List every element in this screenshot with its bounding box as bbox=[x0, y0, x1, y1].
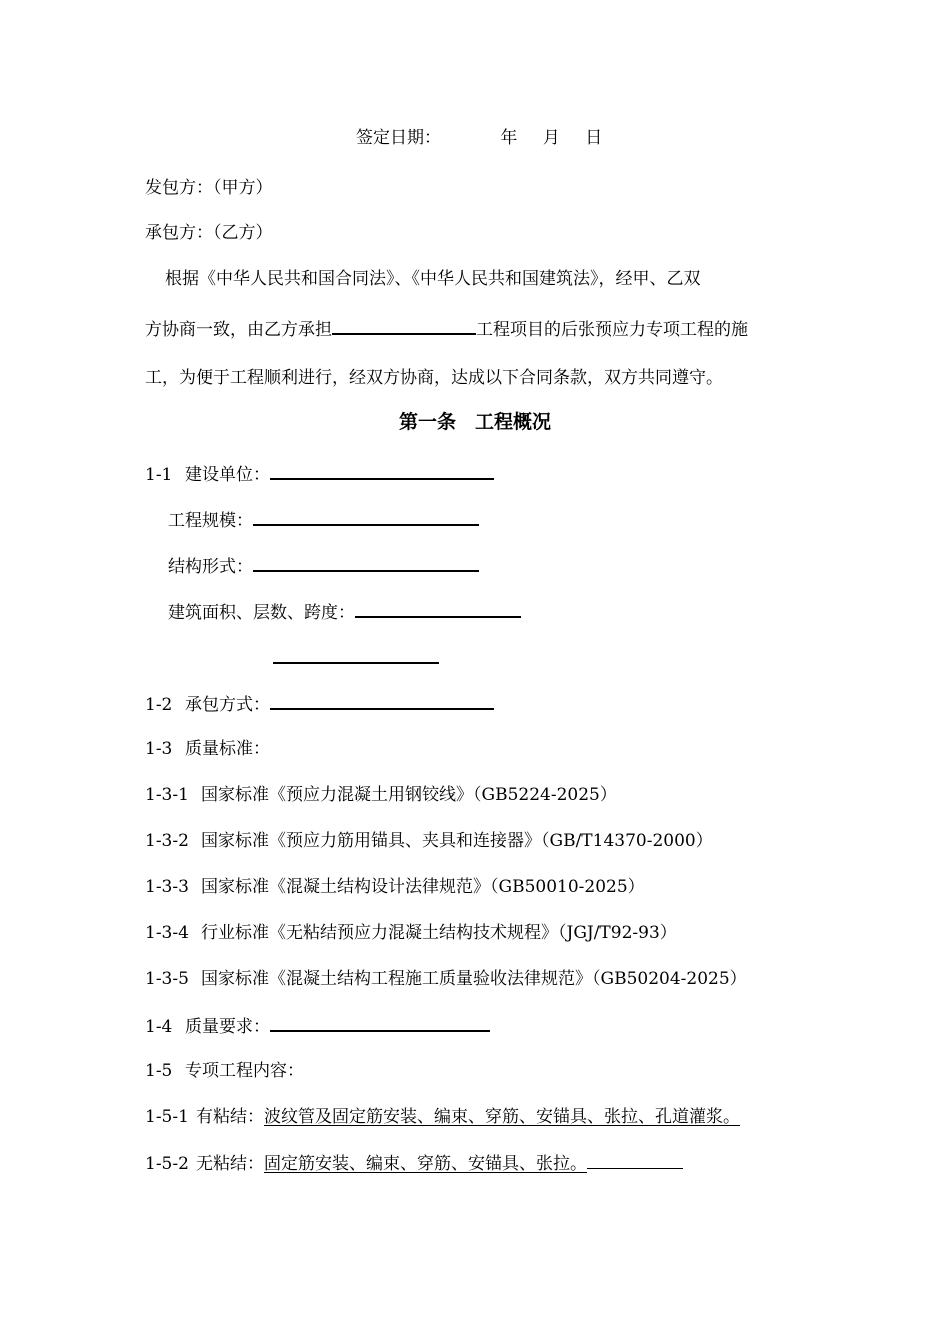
structure-line bbox=[168, 554, 479, 576]
scale-line bbox=[168, 508, 479, 530]
item-1-5 bbox=[145, 1060, 304, 1082]
area-continuation-line bbox=[273, 646, 439, 668]
intro-line-1: 根据《中华人民共和国合同法》、《中华人民共和国建筑法》，经甲、乙双 bbox=[165, 269, 701, 289]
item-1-5-2-blank[interactable] bbox=[587, 1152, 683, 1169]
standard-text: 国家标准《预应力筋用锚具、夹具和连接器》（GB/T14370-2000） bbox=[201, 831, 713, 851]
item-1-5-1-number: 1-5-1 bbox=[145, 1107, 189, 1127]
item-1-5-number: 1-5 bbox=[145, 1061, 173, 1081]
item-1-4-number: 1-4 bbox=[145, 1017, 173, 1037]
item-1-5-1-value: 波纹管及固定筋安装、编束、穿筋、安锚具、张拉、孔道灌浆。 bbox=[264, 1107, 740, 1127]
item-1-5-label: 专项工程内容： bbox=[185, 1061, 304, 1081]
item-1-1-number: 1-1 bbox=[145, 465, 173, 485]
quality-requirement-blank[interactable] bbox=[270, 1014, 490, 1032]
scale-label: 工程规模： bbox=[168, 511, 253, 531]
area-blank[interactable] bbox=[355, 600, 521, 618]
item-1-5-2-label: 无粘结： bbox=[196, 1154, 264, 1174]
structure-blank[interactable] bbox=[253, 554, 479, 572]
item-1-1 bbox=[145, 462, 494, 484]
standard-number: 1-3-4 bbox=[145, 923, 189, 943]
project-name-blank[interactable] bbox=[332, 317, 476, 335]
area-line bbox=[168, 600, 521, 622]
intro-line-2 bbox=[145, 317, 748, 339]
contract-mode-blank[interactable] bbox=[270, 692, 494, 710]
intro-line-2-pre: 方协商一致，由乙方承担 bbox=[145, 320, 332, 340]
item-1-5-2-value: 固定筋安装、编束、穿筋、安锚具、张拉。 bbox=[264, 1154, 587, 1174]
item-1-3 bbox=[145, 738, 270, 760]
item-1-5-1-label: 有粘结： bbox=[196, 1107, 264, 1127]
item-1-5-2-number: 1-5-2 bbox=[145, 1154, 189, 1174]
construction-unit-blank[interactable] bbox=[270, 462, 494, 480]
standard-1-3-5 bbox=[145, 968, 747, 990]
area-continuation-blank[interactable] bbox=[273, 646, 439, 664]
article-1-title: 第一条 工程概况 bbox=[398, 411, 551, 433]
area-label: 建筑面积、层数、跨度： bbox=[168, 603, 355, 623]
sign-date-label: 签定日期： bbox=[356, 128, 441, 148]
standard-1-3-3 bbox=[145, 876, 645, 898]
sign-date-month: 月 bbox=[542, 128, 560, 148]
item-1-4 bbox=[145, 1014, 490, 1036]
standard-text: 国家标准《混凝土结构设计法律规范》（GB50010-2025） bbox=[201, 877, 645, 897]
standard-1-3-2 bbox=[145, 830, 713, 852]
item-1-4-label: 质量要求： bbox=[185, 1017, 270, 1037]
item-1-3-number: 1-3 bbox=[145, 739, 173, 759]
item-1-2 bbox=[145, 692, 494, 714]
standard-text: 国家标准《混凝土结构工程施工质量验收法律规范》（GB50204-2025） bbox=[201, 969, 747, 989]
intro-line-3: 工，为便于工程顺利进行，经双方协商，达成以下合同条款，双方共同遵守。 bbox=[145, 368, 723, 388]
sign-date-year: 年 bbox=[500, 128, 518, 148]
structure-label: 结构形式： bbox=[168, 557, 253, 577]
standard-1-3-1 bbox=[145, 784, 617, 806]
scale-blank[interactable] bbox=[253, 508, 479, 526]
item-1-2-label: 承包方式： bbox=[185, 695, 270, 715]
item-1-1-label: 建设单位： bbox=[185, 465, 270, 485]
standard-number: 1-3-1 bbox=[145, 785, 189, 805]
item-1-3-label: 质量标准： bbox=[185, 739, 270, 759]
item-1-5-2 bbox=[145, 1152, 683, 1174]
standard-1-3-4 bbox=[145, 922, 677, 944]
party-b: 承包方：（乙方） bbox=[145, 223, 273, 243]
party-a: 发包方：（甲方） bbox=[145, 178, 273, 198]
standard-number: 1-3-3 bbox=[145, 877, 189, 897]
standard-text: 行业标准《无粘结预应力混凝土结构技术规程》（JGJ/T92-93） bbox=[201, 923, 677, 943]
standard-text: 国家标准《预应力混凝土用钢铰线》（GB5224-2025） bbox=[201, 785, 617, 805]
sign-date-line bbox=[356, 127, 602, 149]
item-1-5-1 bbox=[145, 1106, 740, 1128]
standard-number: 1-3-5 bbox=[145, 969, 189, 989]
intro-line-2-post: 工程项目的后张预应力专项工程的施 bbox=[476, 320, 748, 340]
item-1-2-number: 1-2 bbox=[145, 695, 173, 715]
standard-number: 1-3-2 bbox=[145, 831, 189, 851]
sign-date-day: 日 bbox=[585, 128, 603, 148]
